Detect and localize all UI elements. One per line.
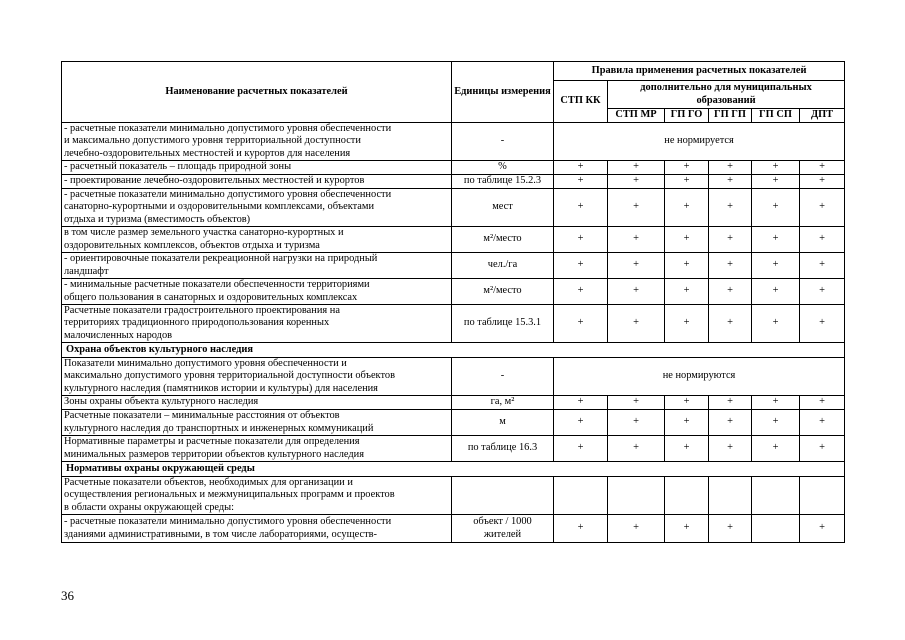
rule-mark-cell: [665, 477, 709, 515]
rule-mark-cell: +: [709, 436, 752, 462]
rule-mark-cell: +: [800, 279, 845, 305]
rule-mark-cell: +: [554, 515, 608, 543]
indicator-name: [62, 410, 452, 436]
indicator-name-line: - расчетный показатель – площадь природной зоны: [64, 161, 292, 173]
rule-mark-cell: [554, 477, 608, 515]
rule-mark-cell: +: [554, 396, 608, 410]
rule-mark-cell: +: [800, 253, 845, 279]
rule-mark-cell: +: [800, 410, 845, 436]
indicator-name: [62, 253, 452, 279]
rule-mark-cell: +: [709, 175, 752, 189]
units-cell: по таблице 16.3: [452, 436, 554, 462]
rule-mark-cell: +: [800, 227, 845, 253]
rule-mark-cell: +: [554, 175, 608, 189]
indicator-name-line: - проектирование лечебно-оздоровительных местностей и курортов: [64, 175, 365, 187]
merged-rule-cell: не нормируются: [554, 358, 845, 396]
rule-mark-cell: +: [665, 515, 709, 543]
indicator-name-line: - расчетные показатели минимально допустимого уровня обеспеченности: [64, 189, 392, 201]
indicator-name: [62, 189, 452, 227]
indicator-name-line: территориях традиционного природопользования коренных: [64, 317, 330, 329]
indicator-name: [62, 161, 452, 175]
rule-mark-cell: +: [709, 227, 752, 253]
indicator-name: [62, 396, 452, 410]
indicator-name-line: Зоны охраны объекта культурного наследия: [64, 396, 259, 408]
rule-mark-cell: +: [608, 515, 665, 543]
rule-mark-cell: +: [752, 436, 800, 462]
rule-mark-cell: [608, 477, 665, 515]
header-sub: СТП МР: [608, 109, 665, 123]
indicator-name-line: общего пользования в санаторных и оздоровительных комплексах: [64, 291, 358, 303]
indicator-name-line: отдыха и туризма (вместимость объектов): [64, 213, 251, 225]
rule-mark-cell: +: [709, 305, 752, 343]
indicator-name-line: малочисленных народов: [64, 329, 173, 341]
indicator-name-line: - расчетные показатели минимально допустимого уровня обеспеченности: [64, 123, 392, 135]
rule-mark-cell: +: [800, 161, 845, 175]
units-cell: -: [452, 123, 554, 161]
rule-mark-cell: +: [608, 227, 665, 253]
indicator-name: [62, 123, 452, 161]
units-cell: м²/место: [452, 227, 554, 253]
header-sub: ГП ГО: [665, 109, 709, 123]
table-row: [62, 279, 845, 305]
rule-mark-cell: +: [752, 396, 800, 410]
rule-mark-cell: +: [800, 189, 845, 227]
indicator-name-line: лечебно-оздоровительных местностей и курортов для населения: [64, 147, 351, 159]
rule-mark-cell: +: [554, 410, 608, 436]
table-row: [62, 305, 845, 343]
indicator-name: [62, 227, 452, 253]
indicator-name-line: Расчетные показатели – минимальные расстояния от объектов: [64, 410, 340, 422]
rule-mark-cell: +: [554, 189, 608, 227]
indicator-name-line: минимальных размеров территории объектов культурного наследия: [64, 448, 364, 460]
table-row: [62, 253, 845, 279]
units-cell: чел./га: [452, 253, 554, 279]
section-row: [62, 462, 845, 477]
rule-mark-cell: +: [665, 436, 709, 462]
rule-mark-cell: +: [665, 305, 709, 343]
indicator-name-line: осуществления региональных и межмуниципальных программ и проектов: [64, 489, 395, 501]
indicator-name-line: оздоровительных комплексов, объектов отдыха и туризма: [64, 239, 320, 251]
table-row: [62, 410, 845, 436]
header-name: Наименование расчетных показателей: [62, 62, 452, 123]
indicator-name: [62, 477, 452, 515]
table-row: [62, 358, 845, 396]
indicators-table: [61, 61, 845, 543]
indicator-name: [62, 305, 452, 343]
table-row: [62, 436, 845, 462]
indicator-name-line: в том числе размер земельного участка санаторно-курортных и: [64, 227, 344, 239]
indicator-name: [62, 436, 452, 462]
rule-mark-cell: +: [554, 161, 608, 175]
rule-mark-cell: +: [608, 253, 665, 279]
units-cell: м: [452, 410, 554, 436]
indicator-name: [62, 175, 452, 189]
rule-mark-cell: +: [752, 410, 800, 436]
rule-mark-cell: +: [800, 305, 845, 343]
rule-mark-cell: +: [752, 279, 800, 305]
rule-mark-cell: +: [665, 175, 709, 189]
units-cell: мест: [452, 189, 554, 227]
indicator-name-line: - минимальные расчетные показатели обеспеченности территориями: [64, 279, 370, 291]
rule-mark-cell: +: [608, 396, 665, 410]
rule-mark-cell: +: [709, 253, 752, 279]
rule-mark-cell: +: [752, 253, 800, 279]
units-cell: [452, 477, 554, 515]
units-cell: %: [452, 161, 554, 175]
indicator-name: [62, 279, 452, 305]
merged-rule-cell: не нормируется: [554, 123, 845, 161]
indicator-name-line: Расчетные показатели градостроительного проектирования на: [64, 305, 340, 317]
header-sub: ГП СП: [752, 109, 800, 123]
indicator-name-line: культурного наследия до транспортных и инженерных коммуникаций: [64, 422, 374, 434]
rule-mark-cell: +: [665, 279, 709, 305]
rule-mark-cell: +: [709, 161, 752, 175]
indicator-name-line: зданиями административными, в том числе лабораториями, осуществ-: [64, 528, 377, 540]
rule-mark-cell: +: [709, 189, 752, 227]
rule-mark-cell: +: [709, 515, 752, 543]
indicator-name-line: санаторно-курортными и оздоровительными комплексами, объектами: [64, 201, 375, 213]
rule-mark-cell: +: [554, 436, 608, 462]
indicator-name: [62, 515, 452, 543]
rule-mark-cell: +: [608, 436, 665, 462]
units-cell: по таблице 15.3.1: [452, 305, 554, 343]
units-cell: м²/место: [452, 279, 554, 305]
rule-mark-cell: +: [554, 227, 608, 253]
rule-mark-cell: +: [554, 305, 608, 343]
rule-mark-cell: +: [709, 396, 752, 410]
units-cell: объект / 1000 жителей: [452, 515, 554, 543]
header-additional: дополнительно для муниципальных образований: [608, 81, 845, 109]
rule-mark-cell: +: [665, 227, 709, 253]
rule-mark-cell: +: [608, 161, 665, 175]
rule-mark-cell: +: [554, 253, 608, 279]
rule-mark-cell: +: [709, 279, 752, 305]
rule-mark-cell: +: [608, 175, 665, 189]
rule-mark-cell: +: [709, 410, 752, 436]
rule-mark-cell: +: [608, 279, 665, 305]
indicator-name-line: - расчетные показатели минимально допустимого уровня обеспеченности: [64, 516, 392, 528]
indicator-name-line: максимально допустимого уровня территориальной доступности объектов: [64, 370, 395, 382]
rule-mark-cell: +: [665, 410, 709, 436]
indicator-name-line: в области охраны окружающей среды:: [64, 501, 235, 513]
table-row: [62, 161, 845, 175]
table-row: [62, 477, 845, 515]
header-sub: ДПТ: [800, 109, 845, 123]
table-row: [62, 123, 845, 161]
indicator-name-line: Нормативные параметры и расчетные показатели для определения: [64, 436, 360, 448]
rule-mark-cell: +: [752, 161, 800, 175]
header-sub: ГП ГП: [709, 109, 752, 123]
section-title: Охрана объектов культурного наследия: [62, 343, 845, 358]
units-cell: по таблице 15.2.3: [452, 175, 554, 189]
rule-mark-cell: +: [554, 279, 608, 305]
rule-mark-cell: +: [608, 305, 665, 343]
indicator-name-line: ландшафт: [64, 265, 109, 277]
table-row: [62, 189, 845, 227]
indicator-name: [62, 358, 452, 396]
rule-mark-cell: +: [665, 396, 709, 410]
rule-mark-cell: +: [752, 189, 800, 227]
table-row: [62, 175, 845, 189]
rule-mark-cell: +: [665, 161, 709, 175]
rule-mark-cell: +: [800, 396, 845, 410]
rule-mark-cell: [709, 477, 752, 515]
indicator-name-line: Показатели минимально допустимого уровня обеспеченности и: [64, 358, 347, 370]
rule-mark-cell: +: [800, 175, 845, 189]
indicator-name-line: и максимально допустимого уровня территориальной доступности: [64, 135, 361, 147]
table-row: [62, 515, 845, 543]
header-rules: Правила применения расчетных показателей: [554, 62, 845, 81]
rule-mark-cell: +: [665, 253, 709, 279]
rule-mark-cell: +: [800, 436, 845, 462]
rule-mark-cell: +: [665, 189, 709, 227]
rule-mark-cell: [752, 515, 800, 543]
indicator-name-line: культурного наследия (памятников истории и культуры) для населения: [64, 382, 378, 394]
rule-mark-cell: [800, 477, 845, 515]
indicator-name-line: - ориентировочные показатели рекреационной нагрузки на природный: [64, 253, 378, 265]
section-row: [62, 343, 845, 358]
rule-mark-cell: +: [608, 410, 665, 436]
units-cell: -: [452, 358, 554, 396]
rule-mark-cell: [752, 477, 800, 515]
table-body: [62, 123, 845, 543]
header-stp-kk: СТП КК: [554, 81, 608, 123]
rule-mark-cell: +: [752, 305, 800, 343]
rule-mark-cell: +: [608, 189, 665, 227]
header-units: Единицы измерения: [452, 62, 554, 123]
section-title: Нормативы охраны окружающей среды: [62, 462, 845, 477]
page-number: 36: [61, 588, 74, 603]
table-row: [62, 396, 845, 410]
rule-mark-cell: +: [752, 227, 800, 253]
rule-mark-cell: +: [800, 515, 845, 543]
units-cell: га, м²: [452, 396, 554, 410]
indicator-name-line: Расчетные показатели объектов, необходимых для организации и: [64, 477, 353, 489]
rule-mark-cell: +: [752, 175, 800, 189]
table-row: [62, 227, 845, 253]
